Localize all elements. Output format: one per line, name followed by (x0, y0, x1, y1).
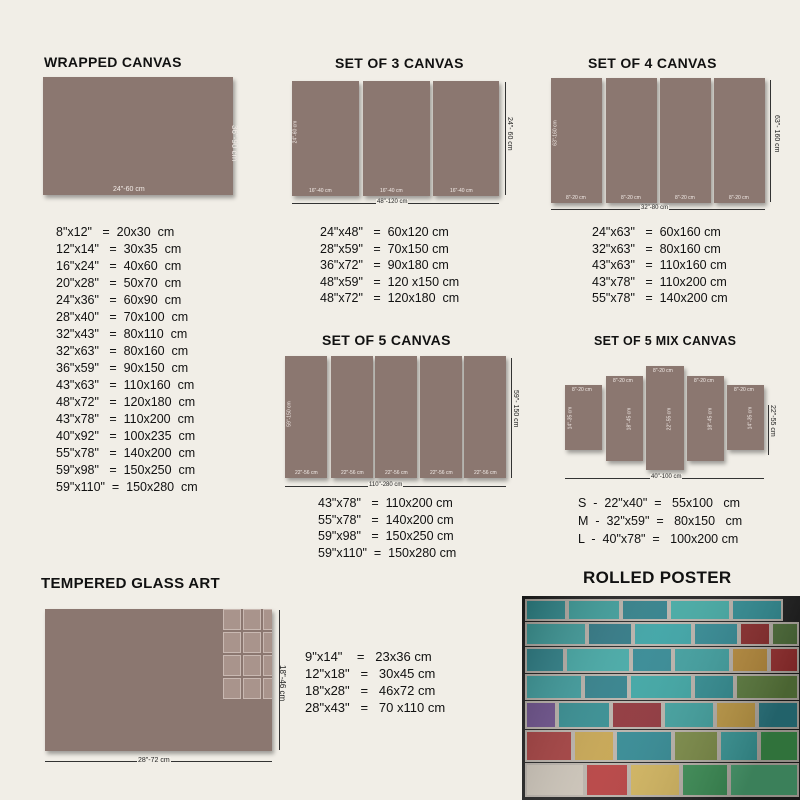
rolled-poster-image (522, 596, 800, 800)
set5-panel-label: 22"-56 cm (341, 470, 364, 476)
set4-side-label: 63"-160 cm (552, 120, 559, 146)
set5-panel-label: 22"-56 cm (385, 470, 408, 476)
mix5-outer-height: 14"-35 cm (747, 406, 754, 430)
set3-panel-label: 16"-40 cm (380, 188, 403, 194)
mix5-panel-center (646, 366, 684, 470)
set3-panel-3 (433, 81, 499, 196)
size-row: 32"x63" = 80x160 cm (56, 344, 189, 358)
set4-size-list (592, 224, 728, 307)
size-row: 43"x63" = 110x160 cm (56, 378, 195, 392)
set3-panel-2 (363, 81, 430, 196)
set5-size-list (318, 495, 456, 561)
set4-panel-1 (551, 78, 602, 203)
size-row: 43"x78" = 110x200 cm (56, 412, 195, 426)
size-row: 40"x92" = 100x235 cm (56, 429, 196, 443)
size-row: 48"x72" = 120x180 cm (320, 291, 460, 305)
size-row: 55"x78" = 140x200 cm (318, 512, 454, 527)
glass-width-label: 28"-72 cm (138, 757, 170, 764)
glass-size-list (305, 648, 445, 716)
stained-glass-illustration (522, 596, 800, 800)
mix5-panel-mid-right (687, 376, 724, 461)
set3-title: SET OF 3 CANVAS (335, 55, 464, 71)
wrapped-canvas-title: WRAPPED CANVAS (44, 54, 182, 70)
set5-side-label: 59"-150 cm (286, 401, 293, 427)
set4-panel-label: 8"-20 cm (566, 195, 586, 201)
set3-total-label: 48"-120 cm (377, 199, 408, 205)
set5-title: SET OF 5 CANVAS (322, 332, 451, 348)
mix5-panel-mid-left (606, 376, 643, 461)
size-row: 28"x59" = 70x150 cm (320, 241, 449, 256)
wrapped-canvas-panel (43, 77, 239, 195)
glass-title: TEMPERED GLASS ART (41, 575, 221, 592)
set3-panel-label: 16"-40 cm (450, 188, 473, 194)
glass-panel (45, 609, 272, 751)
size-row: 16"x24" = 40x60 cm (56, 259, 182, 273)
mix5-panel-label: 8"-20 cm (653, 368, 673, 374)
size-row: L - 40"x78" = 100x200 cm (578, 532, 739, 546)
size-row: 8"x12" = 20x30 cm (56, 225, 175, 239)
size-row: 28"x40" = 70x100 cm (56, 310, 189, 324)
size-row: 24"x63" = 60x160 cm (592, 225, 721, 239)
set5-height-label: 59"- 150 cm (512, 390, 519, 428)
size-row: 55"x78" = 140x200 cm (56, 446, 196, 460)
size-row: 59"x110" = 150x280 cm (318, 545, 457, 560)
size-row: 9"x14" = 23x36 cm (305, 649, 432, 664)
size-row: 48"x72" = 120x180 cm (56, 395, 196, 409)
mix5-center-height: 22"-55 cm (666, 407, 673, 431)
set3-panel-1 (292, 81, 359, 196)
set5-panel-2 (331, 356, 373, 478)
set4-panel-4 (714, 78, 765, 203)
set5-total-label: 110"-280 cm (369, 482, 403, 488)
mix5-panel-label: 8"-20 cm (572, 387, 592, 393)
set5-panel-label: 22"-56 cm (430, 470, 453, 476)
mix5-panel-label: 8"-20 cm (694, 378, 714, 384)
set4-height-label: 63"- 160 cm (773, 115, 780, 153)
set3-panel-label: 16"-40 cm (309, 188, 332, 194)
wrapped-size-list (56, 224, 198, 496)
set4-panel-label: 8"-20 cm (621, 195, 641, 201)
glass-reflection (223, 609, 272, 699)
size-row: 48"x59" = 120 x150 cm (320, 274, 460, 289)
mix5-mid-height: 18"-45 cm (626, 407, 633, 431)
set3-side-label: 24"-60 cm (292, 120, 299, 144)
set4-panel-label: 8"-20 cm (675, 195, 695, 201)
size-row: 43"x78" = 110x200 cm (592, 274, 727, 289)
size-row: 59"x98" = 150x250 cm (318, 529, 454, 543)
set3-size-list (320, 224, 459, 307)
set4-panel-3 (660, 78, 711, 203)
set5-panel-5 (464, 356, 506, 478)
set4-panel-label: 8"-20 cm (729, 195, 749, 201)
set5-panel-label: 22"-56 cm (295, 470, 318, 476)
poster-title: ROLLED POSTER (583, 568, 732, 587)
mix5-panel-outer-right (727, 385, 764, 450)
mix5-panel-outer-left (565, 385, 602, 450)
size-row: S - 22"x40" = 55x100 cm (578, 496, 741, 510)
mix5-title: SET OF 5 MIX CANVAS (594, 334, 737, 348)
set5-panel-3 (375, 356, 417, 478)
set4-title: SET OF 4 CANVAS (588, 55, 717, 71)
size-row: 18"x28" = 46x72 cm (305, 683, 436, 698)
size-row: 32"x63" = 80x160 cm (592, 241, 721, 256)
set5-panel-1 (285, 356, 327, 478)
set4-total-label: 32"-80 cm (641, 205, 669, 211)
mix5-outer-height: 14"-35 cm (567, 406, 574, 430)
mix5-panel-label: 8"-20 cm (734, 387, 754, 393)
size-row: 32"x43" = 80x110 cm (56, 327, 188, 341)
size-row: 59"x110" = 150x280 cm (56, 480, 198, 494)
size-row: 12"x14" = 30x35 cm (56, 242, 182, 256)
size-row: 12"x18" = 30x45 cm (305, 666, 436, 681)
size-row: 36"x72" = 90x180 cm (320, 258, 449, 272)
set4-height-line (770, 80, 771, 202)
set5-panel-label: 22"-56 cm (474, 470, 497, 476)
mix5-total-label: 40"-100 cm (651, 474, 682, 480)
glass-height-label: 18"-46 cm (278, 665, 287, 702)
mix5-panel-label: 8"-20 cm (613, 378, 633, 384)
size-row: M - 32"x59" = 80x150 cm (578, 514, 743, 528)
size-row: 24"x48" = 60x120 cm (320, 225, 449, 239)
wrapped-width-label: 24"-60 cm (113, 186, 145, 193)
set4-panel-2 (606, 78, 657, 203)
size-row: 43"x78" = 110x200 cm (318, 496, 453, 510)
size-row: 28"x43" = 70 x110 cm (305, 700, 446, 715)
mix5-size-list (578, 494, 742, 548)
size-row: 20"x28" = 50x70 cm (56, 276, 182, 290)
set5-panel-4 (420, 356, 462, 478)
mix5-height-label: 22"-55 cm (769, 405, 776, 437)
size-row: 43"x63" = 110x160 cm (592, 258, 727, 272)
wrapped-height-label: 36"-90 cm (230, 125, 239, 162)
size-row: 36"x59" = 90x150 cm (56, 361, 189, 375)
size-row: 55"x78" = 140x200 cm (592, 291, 728, 305)
size-row: 24"x36" = 60x90 cm (56, 293, 182, 307)
set3-height-label: 24"- 60 cm (506, 117, 513, 151)
mix5-mid-height: 18"-45 cm (707, 407, 714, 431)
size-row: 59"x98" = 150x250 cm (56, 463, 196, 477)
